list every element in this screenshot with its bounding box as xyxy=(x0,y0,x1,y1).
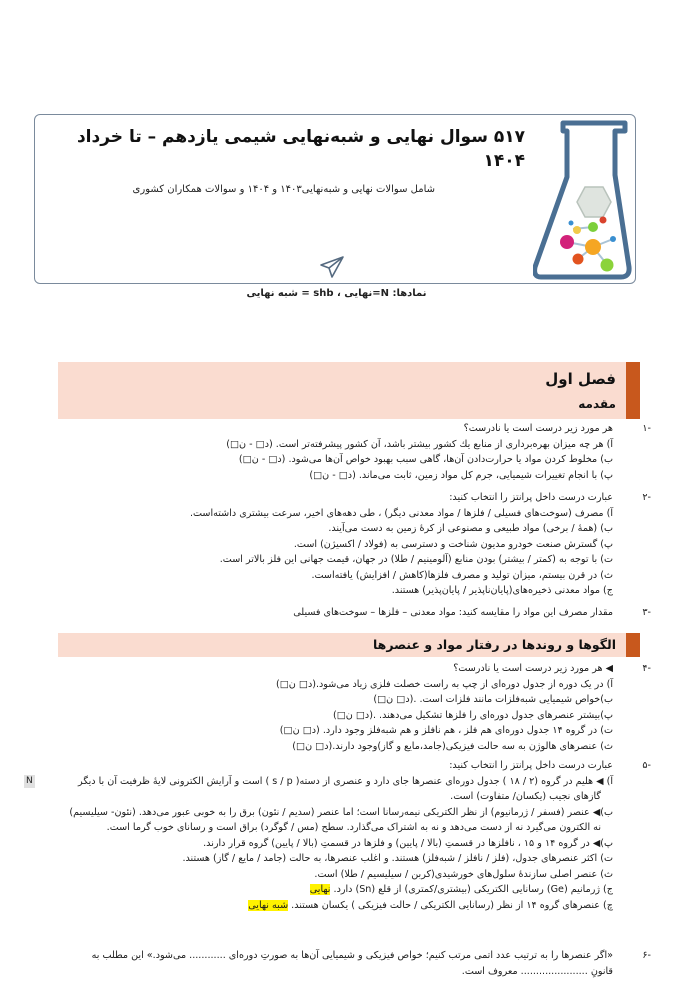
question-item: ت) با توجه به (کمتر / بیشتر) بودن منابع (آلومینیم / طلا) در جهان، قیمت جهانی این فلز بالاتر است. xyxy=(219,554,613,565)
question-stem-cont: قانونِ ...................... معروف است. xyxy=(461,965,613,977)
chemistry-flask-icon xyxy=(533,117,633,283)
question-item-cont: گازهای نجیب (یکسان/ متفاوت) است. xyxy=(450,791,601,802)
chapter-header xyxy=(58,362,640,419)
question-stem: ◀ هر مورد زیر درست است یا نادرست؟ xyxy=(453,663,613,674)
question-3 xyxy=(20,605,651,621)
section-header xyxy=(58,633,640,657)
question-stem: عبارت درست داخل پرانتز را انتخاب کنید: xyxy=(449,492,613,503)
question-stem: مقدار مصرف این مواد را مقایسه کنید: مواد معدنی – فلزها – سوخت‌های فسیلی xyxy=(293,607,613,618)
chapter-accent-bar xyxy=(626,362,640,419)
question-item-text: چ) عنصرهای گروه ۱۴ از نظر (رسانایی الکتریکی / حالت فیزیکی ) یکسان هستند. xyxy=(291,899,613,911)
final-marker: N xyxy=(26,776,33,786)
question-5 xyxy=(20,758,651,913)
chapter-title: فصل اول xyxy=(545,370,616,388)
question-item xyxy=(42,882,613,898)
question-stem: هر مورد زیر درست است یا نادرست؟ xyxy=(463,423,613,434)
question-number: -۳ xyxy=(642,607,651,618)
question-stem: عبارت درست داخل پرانتز را انتخاب کنید: xyxy=(449,760,613,771)
telegram-icon[interactable] xyxy=(319,255,345,279)
question-item xyxy=(42,898,613,914)
cover-box xyxy=(34,114,636,284)
semi-final-tag: شبه نهایی xyxy=(248,899,289,911)
question-item: پ) گسترش صنعت خودرو مدیون شناخت و دسترسی به (فولاد / اکسیژن) است. xyxy=(293,538,613,550)
question-item: ت) اکثر عنصرهای جدول، (فلز / نافلز / شبه‌فلز) هستند. و اغلب عنصرها، به حالت (جامد / مایع / گاز) هستند. xyxy=(182,853,613,864)
question-item: ب) مخلوط کردن مواد یا حرارت‌دادن آن‌ها، گاهی سبب بهبود خواص آن‌ها می‌شود. (د□ - ن□) xyxy=(238,454,613,465)
section-title: الگوها و روندها در رفتار مواد و عنصرها xyxy=(372,637,616,652)
section-accent-bar xyxy=(626,633,640,657)
symbols-legend: نمادها: N=نهایی ، shb = شبه نهایی xyxy=(246,288,427,299)
cover-title: ۵۱۷ سوال نهایی و شبه‌نهایی شیمی یازدهم – تا خرداد ۱۴۰۴ xyxy=(76,127,525,171)
question-item-cont: نه الکترون می‌گیرد نه از دست می‌دهد و نه به اشتراک می‌گذارد. سطح (مس / گوگرد) براق است و رسانای خوب گرما است. xyxy=(106,822,601,833)
question-number: -۴ xyxy=(642,663,651,674)
question-item: آ) ◀ هلیم در گروه (۲ / ۱۸ ) جدول دوره‌ای عنصرها جای دارد و عنصری از دسته( s / p ) است و آرایش الکترونی لایهٔ ظرفیت آن با دیگر xyxy=(78,775,613,787)
question-item: ث) عنصر اصلی سازندهٔ سلول‌های خورشیدی(کربن / سیلیسیم / طلا) است. xyxy=(314,868,613,880)
cover-subtitle: شامل سوالات نهایی و شبه‌نهایی۱۴۰۳ و ۱۴۰۴ و سوالات همکاران کشوری xyxy=(132,184,435,195)
question-1 xyxy=(20,421,651,483)
question-item: ث) عنصرهای هالوژن به سه حالت فیزیکی(جامد،مایع و گاز)وجود دارند.(د□ ن□) xyxy=(292,740,613,752)
question-number: -۵ xyxy=(642,760,651,771)
question-item: ج) مواد معدنی ذخیره‌های(پایان‌ناپذیر / پایان‌پذیر) هستند. xyxy=(391,585,613,596)
question-item: ب) (همهٔ / برخی) مواد طبیعی و مصنوعی از کرهٔ زمین به دست می‌آیند. xyxy=(328,523,613,534)
chapter-subtitle: مقدمه xyxy=(578,397,616,411)
final-exam-tag: نهایی xyxy=(309,884,331,895)
question-item: ث) در قرن بیستم، میزان تولید و مصرف فلزها(کاهش / افزایش) یافته‌است. xyxy=(311,569,613,581)
question-number: -۶ xyxy=(642,950,651,961)
question-item-text: ج) ژرمانیم (Ge) رسانایی الکتریکی (بیشتری/کمتری) از قلع (Sn) دارد. xyxy=(333,884,613,895)
question-number: -۲ xyxy=(642,492,651,503)
question-item: آ) مصرف (سوخت‌های فسیلی / فلزها / مواد معدنی دیگر) ، طی دهه‌های اخیر، سرعت بیشتری داشته‌است. xyxy=(189,507,613,519)
question-item: آ) هر چه میزان بهره‌برداری از منابع یك كشور بیشتر باشد، آن كشور پیشرفته‌تر است. (د□ - ن□) xyxy=(226,438,613,450)
question-item: ب)خواص شیمیایی شبه‌فلزات مانند فلزات است. .(د□ ن□) xyxy=(373,694,613,705)
question-item: آ) در یک دوره از جدول دوره‌ای از چپ به راست خصلت فلزی زیاد می‌شود.(د□ ن□) xyxy=(276,678,613,690)
question-number: -۱ xyxy=(642,423,651,434)
question-item: پ)◀ در گروه ۱۴ و ۱۵ ، نافلزها در قسمتِ (بالا / پایین) و فلزها در قسمتِ (بالا / پایین) گروه قرار دارند. xyxy=(203,837,613,849)
question-item: پ) با انجام تغییرات شیمیایی، جرم کل مواد زمین، ثابت می‌ماند. (د□ - ن□) xyxy=(309,469,613,481)
question-item: پ)بیشتر عنصرهای جدول دوره‌ای را فلزها تشکیل می‌دهند. .(د□ ن□) xyxy=(332,709,613,721)
question-item: ت) در گروه ۱۴ جدول دوره‌ای هم فلز ، هم نافلز و هم شبه‌فلز وجود دارد. (د□ ن□) xyxy=(279,725,613,736)
question-6 xyxy=(20,948,651,979)
question-item: ب)◀ عنصر (فسفر / ژرمانیوم) از نظر الکتریکی نیمه‌رسانا است؛ اما عنصر (سدیم / نئون) برق را به خوبی عبور می‌دهد. (نئون- سیلیسیم) xyxy=(69,806,613,818)
question-4 xyxy=(20,661,651,754)
question-2 xyxy=(20,490,651,599)
question-stem: «اگر عنصرها را به ترتیب عدد اتمی مرتب کنیم؛ خواص فیزیکی و شیمیایی آن‌ها به صورتِ دوره‌ای ............ می‌شود.» این مطلب به xyxy=(91,950,613,961)
